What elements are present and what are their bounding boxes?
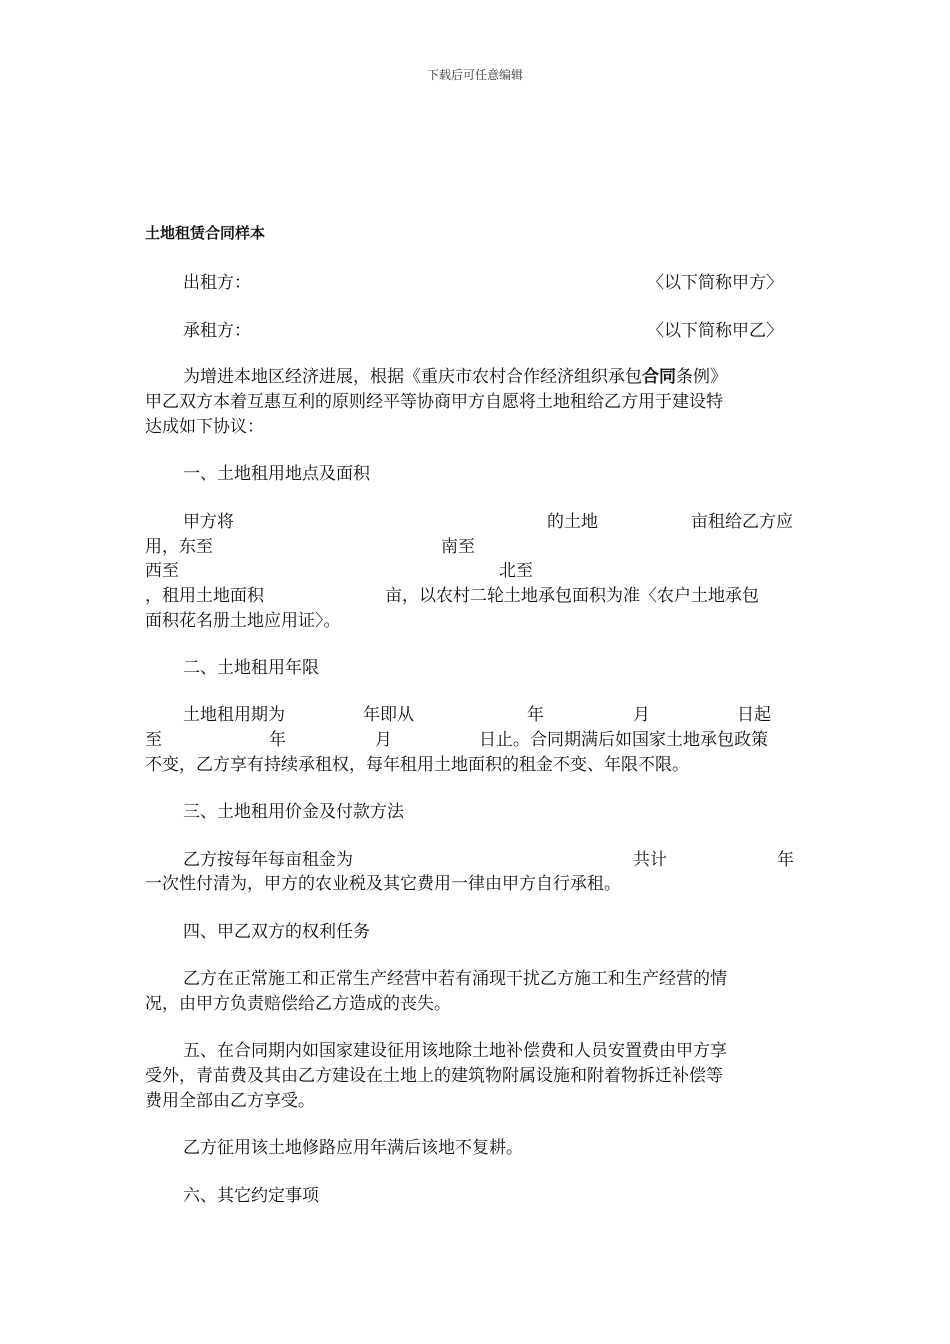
document-title: 土地租赁合同样本 bbox=[145, 224, 266, 242]
s4-line-1: 乙方在正常施工和正常生产经营中若有涌现干扰乙方施工和生产经营的情 bbox=[183, 969, 727, 989]
s2-text-c: 年 bbox=[527, 705, 544, 725]
s2-text-a: 土地租用期为 bbox=[183, 705, 285, 725]
preamble-line-1: 为增进本地区经济进展，根据《重庆市农村合作经济组织承包合同条例》 bbox=[183, 367, 727, 387]
s3-text-a: 乙方按每年每亩租金为 bbox=[183, 850, 353, 870]
s1-text-g: 北至 bbox=[499, 561, 533, 581]
s2-text-g: 年 bbox=[269, 730, 286, 750]
s1-text-d: 用，东至 bbox=[145, 537, 213, 557]
preamble-line-2: 甲乙双方本着互惠互利的原则经平等协商甲方自愿将土地租给乙方用于建设特 bbox=[145, 392, 723, 412]
s3-text-d: 一次性付清为，甲方的农业税及其它费用一律由甲方自行承租。 bbox=[145, 874, 621, 894]
s2-text-i: 日止。合同期满后如国家土地承包政策 bbox=[479, 730, 768, 750]
s1-text-f: 西至 bbox=[145, 561, 179, 581]
s5-line-3: 费用全部由乙方享受。 bbox=[145, 1091, 315, 1111]
road-paragraph: 乙方征用该土地修路应用年满后该地不复耕。 bbox=[183, 1138, 523, 1158]
s5-line-1: 五、在合同期内如国家建设征用该地除土地补偿费和人员安置费由甲方享 bbox=[183, 1041, 727, 1061]
lessor-note: 〈以下简称甲方〉 bbox=[647, 273, 783, 293]
s2-text-e: 日起 bbox=[737, 705, 771, 725]
section-4-heading: 四、甲乙双方的权利任务 bbox=[183, 922, 370, 942]
s1-text-c: 亩租给乙方应 bbox=[691, 512, 793, 532]
section-6-heading: 六、其它约定事项 bbox=[183, 1186, 319, 1206]
s1-text-b: 的土地 bbox=[547, 512, 598, 532]
lessor-label: 出租方： bbox=[183, 273, 251, 293]
s3-text-b: 共计 bbox=[633, 850, 667, 870]
s1-text-a: 甲方将 bbox=[183, 512, 234, 532]
s2-text-d: 月 bbox=[633, 705, 650, 725]
section-3-heading: 三、土地租用价金及付款方法 bbox=[183, 802, 404, 822]
lessee-note: 〈以下简称甲乙〉 bbox=[647, 321, 783, 341]
s1-text-i: 亩，以农村二轮土地承包面积为准〈农户土地承包 bbox=[385, 586, 759, 606]
lessee-label: 承租方： bbox=[183, 321, 251, 341]
page-header: 下载后可任意编辑 bbox=[426, 68, 523, 82]
section-2-heading: 二、土地租用年限 bbox=[183, 658, 319, 678]
s2-text-b: 年即从 bbox=[363, 705, 414, 725]
s2-text-j: 不变，乙方享有持续承租权，每年租用土地面积的租金不变、年限不限。 bbox=[145, 755, 689, 775]
s4-line-2: 况，由甲方负责赔偿给乙方造成的丧失。 bbox=[145, 994, 451, 1014]
s2-text-f: 至 bbox=[145, 730, 162, 750]
s1-text-j: 面积花名册土地应用证〉。 bbox=[145, 611, 341, 631]
s1-text-e: 南至 bbox=[441, 537, 475, 557]
preamble-line-3: 达成如下协议： bbox=[145, 417, 264, 437]
s5-line-2: 受外，青苗费及其由乙方建设在土地上的建筑物附属设施和附着物拆迁补偿等 bbox=[145, 1066, 723, 1086]
s3-text-c: 年 bbox=[777, 850, 794, 870]
s1-text-h: ，租用土地面积 bbox=[145, 586, 264, 606]
s2-text-h: 月 bbox=[375, 730, 392, 750]
section-1-heading: 一、土地租用地点及面积 bbox=[183, 464, 370, 484]
